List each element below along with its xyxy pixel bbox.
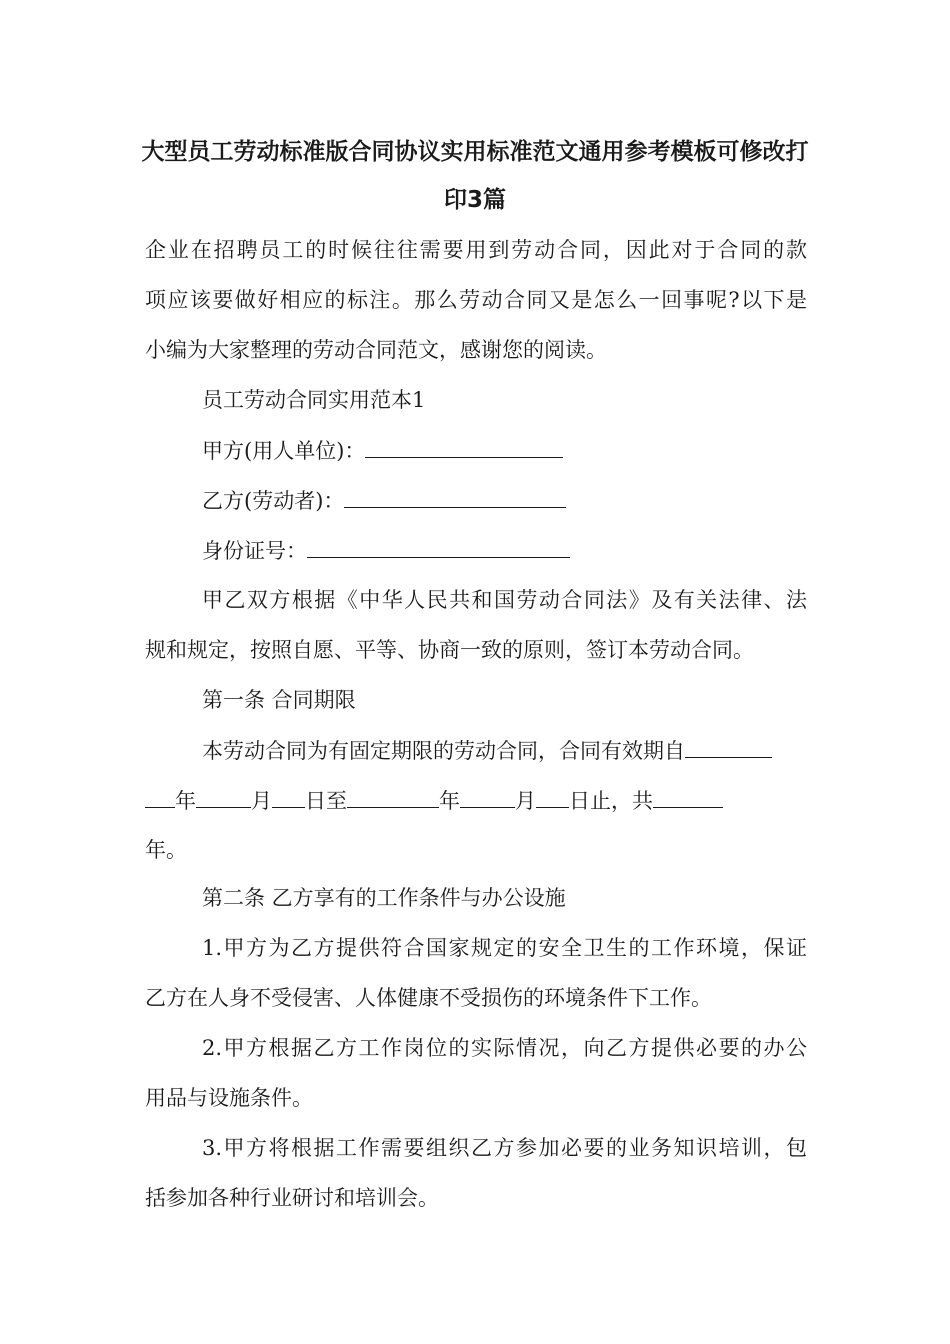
intro-line-1: 企业在招聘员工的时候往往需要用到劳动合同，因此对于合同的款: [145, 238, 807, 262]
article-1-text: 本劳动合同为有固定期限的劳动合同，合同有效期自: [202, 739, 685, 763]
start-month-blank: [196, 785, 251, 808]
start-year-blank-b: [145, 785, 175, 808]
end-day-blank: [536, 785, 569, 808]
party-b-field: [202, 485, 566, 516]
year-label-1: 年: [175, 789, 196, 813]
party-b-label: 乙方(劳动者)：: [202, 489, 345, 513]
intro-line-3: 小编为大家整理的劳动合同范文，感谢您的阅读。: [145, 338, 607, 362]
clause-2-line-2: 用品与设施条件。: [145, 1086, 313, 1110]
clause-1-line-2: 乙方在人身不受侵害、人体健康不受损伤的环境条件下工作。: [145, 986, 712, 1010]
end-year-blank: [347, 785, 439, 808]
id-number-label: 身份证号：: [202, 539, 307, 563]
id-number-field: [202, 535, 570, 566]
clause-1-line-1: 1.甲方为乙方提供符合国家规定的安全卫生的工作环境，保证: [202, 936, 807, 960]
article-1-line-1: [202, 735, 772, 766]
intro-line-2: 项应该要做好相应的标注。那么劳动合同又是怎么一回事呢?以下是: [145, 288, 807, 312]
document-title-line-2: 印3篇: [443, 187, 506, 213]
day-to-label: 日至: [305, 789, 347, 813]
article-1-line-2: [145, 785, 723, 816]
party-a-field: [202, 435, 563, 466]
total-years-blank: [653, 785, 723, 808]
start-year-blank-a: [685, 735, 772, 758]
party-a-label: 甲方(用人单位)：: [202, 439, 366, 463]
month-label-1: 月: [251, 789, 272, 813]
basis-line-2: 规和规定，按照自愿、平等、协商一致的原则，签订本劳动合同。: [145, 638, 754, 662]
start-day-blank: [272, 785, 305, 808]
day-end-label: 日止，共: [569, 789, 653, 813]
clause-3-line-1: 3.甲方将根据工作需要组织乙方参加必要的业务知识培训，包: [202, 1136, 807, 1160]
clause-3-line-2: 括参加各种行业研讨和培训会。: [145, 1186, 439, 1210]
basis-line-1: 甲乙双方根据《中华人民共和国劳动合同法》及有关法律、法: [202, 588, 807, 612]
document-title-line-1: 大型员工劳动标准版合同协议实用标准范文通用参考模板可修改打: [141, 139, 809, 165]
section-heading: 员工劳动合同实用范本1: [202, 388, 426, 412]
month-label-2: 月: [515, 789, 536, 813]
article-2-title: 第二条 乙方享有的工作条件与办公设施: [202, 886, 566, 910]
article-1-title: 第一条 合同期限: [202, 688, 356, 712]
year-label-2: 年: [439, 789, 460, 813]
article-1-line-3: 年。: [145, 838, 187, 862]
end-month-blank: [460, 785, 515, 808]
party-a-blank: [365, 435, 563, 458]
id-number-blank: [307, 535, 570, 558]
party-b-blank: [344, 485, 566, 508]
clause-2-line-1: 2.甲方根据乙方工作岗位的实际情况，向乙方提供必要的办公: [202, 1036, 807, 1060]
